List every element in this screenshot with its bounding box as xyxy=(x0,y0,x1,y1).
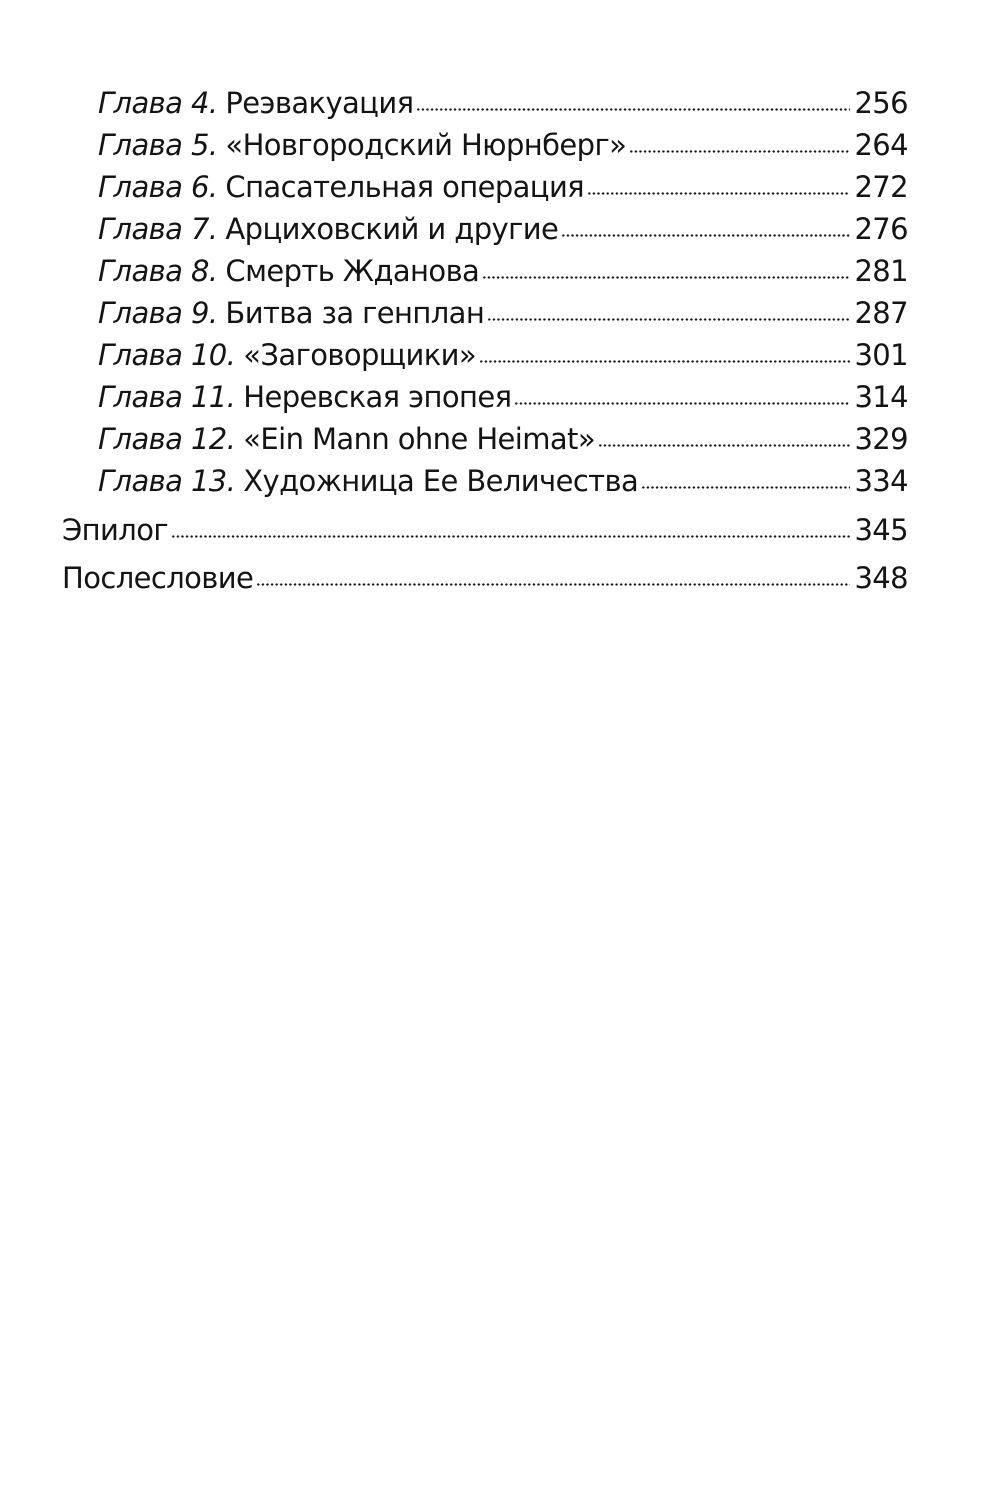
dot-leader xyxy=(629,150,850,153)
chapter-title: «Новгородский Нюрнберг» xyxy=(225,128,627,162)
page-number: 301 xyxy=(854,338,908,372)
toc-entry-chapter-10 xyxy=(98,334,908,376)
dot-leader xyxy=(561,234,850,237)
page-number: 287 xyxy=(854,296,908,330)
chapter-title: Битва за генплан xyxy=(225,296,485,330)
chapter-number: Глава 9. xyxy=(98,296,218,330)
page-number: 281 xyxy=(854,254,908,288)
page-number: 276 xyxy=(854,212,908,246)
toc-entry-chapter-7 xyxy=(98,208,908,250)
dot-leader xyxy=(479,360,850,363)
chapter-title: «Заговорщики» xyxy=(243,338,477,372)
dot-leader xyxy=(514,402,850,405)
chapter-number: Глава 8. xyxy=(98,254,218,288)
section-title: Послесловие xyxy=(62,561,254,595)
toc-entry-afterword xyxy=(62,554,908,602)
page-number: 272 xyxy=(854,170,908,204)
dot-leader xyxy=(598,444,850,447)
chapter-title: Художница Ее Величества xyxy=(243,464,639,498)
dot-leader xyxy=(641,486,850,489)
chapter-number: Глава 5. xyxy=(98,128,218,162)
chapter-number: Глава 7. xyxy=(98,212,218,246)
toc-entry-chapter-12 xyxy=(98,418,908,460)
dot-leader xyxy=(587,192,850,195)
toc-entry-chapter-9 xyxy=(98,292,908,334)
chapter-title: Смерть Жданова xyxy=(225,254,480,288)
chapter-number: Глава 13. xyxy=(98,464,236,498)
toc-entry-epilogue xyxy=(62,506,908,554)
page-number: 334 xyxy=(854,464,908,498)
chapter-number: Глава 10. xyxy=(98,338,236,372)
toc-entry-chapter-5 xyxy=(98,124,908,166)
dot-leader xyxy=(256,583,850,586)
page-number: 256 xyxy=(854,86,908,120)
page-number: 345 xyxy=(854,513,908,547)
dot-leader xyxy=(487,318,850,321)
toc-entry-chapter-6 xyxy=(98,166,908,208)
page-number: 264 xyxy=(854,128,908,162)
toc-entry-chapter-13 xyxy=(98,460,908,502)
dot-leader xyxy=(171,535,850,538)
page-number: 329 xyxy=(854,422,908,456)
section-title: Эпилог xyxy=(62,513,168,547)
chapter-number: Глава 4. xyxy=(98,86,218,120)
chapter-title: Неревская эпопея xyxy=(243,380,512,414)
page-number: 314 xyxy=(854,380,908,414)
page-number: 348 xyxy=(854,561,908,595)
dot-leader xyxy=(482,276,850,279)
chapter-title: «Ein Mann ohne Heimat» xyxy=(243,422,595,456)
toc-entry-chapter-4 xyxy=(98,82,908,124)
chapter-title: Арциховский и другие xyxy=(225,212,559,246)
table-of-contents xyxy=(62,82,908,602)
toc-entry-chapter-8 xyxy=(98,250,908,292)
chapter-number: Глава 11. xyxy=(98,380,236,414)
chapter-title: Спасательная операция xyxy=(225,170,585,204)
chapter-number: Глава 6. xyxy=(98,170,218,204)
chapter-number: Глава 12. xyxy=(98,422,236,456)
toc-entry-chapter-11 xyxy=(98,376,908,418)
dot-leader xyxy=(416,108,850,111)
chapter-title: Реэвакуация xyxy=(225,86,414,120)
